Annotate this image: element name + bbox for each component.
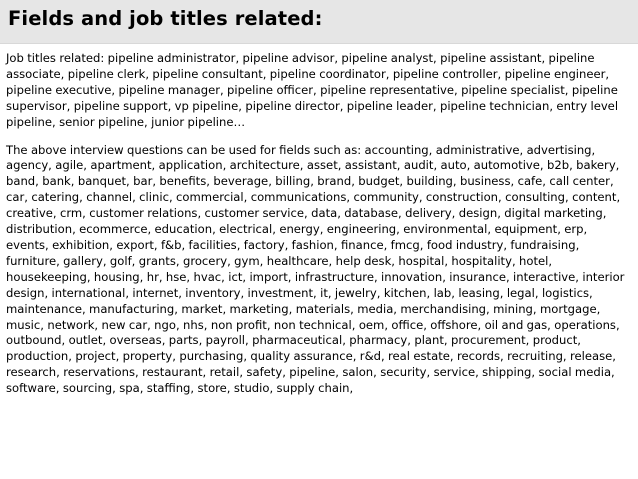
title-bar xyxy=(0,0,638,44)
slide-body xyxy=(6,51,632,409)
fields-paragraph: The above interview questions can be used for fields such as: accounting, administrative, advertising, agency, agile, apartment, application, architecture, asset, assistant, audit, auto, automotive, b2b, bakery, band, bank, banquet, bar, benefits, beverage, billing, brand, budget, building, business, cafe, call center, car, catering, channel, clinic, commercial, communications, community, construction, consulting, content, creative, crm, customer relations, customer service, data, database, delivery, design, digital marketing, distribution, ecommerce, education, electrical, energy, engineering, environmental, equipment, erp, events, exhibition, export, f&b, facilities, factory, fashion, finance, fmcg, food industry, fundraising, furniture, gallery, golf, grants, grocery, gym, healthcare, help desk, hospital, hospitality, hotel, housekeeping, housing, hr, hse, hvac, ict, import, infrastructure, innovation, insurance, interactive, interior design, international, internet, inventory, investment, it, jewelry, kitchen, lab, leasing, legal, logistics, maintenance, manufacturing, market, marketing, materials, media, merchandising, mining, mortgage, music, network, new car, ngo, nhs, non profit, non technical, oem, office, offshore, oil and gas, operations, outbound, outlet, overseas, parts, payroll, pharmaceutical, pharmacy, plant, procurement, product, production, project, property, purchasing, quality assurance, r&d, real estate, records, recruiting, release, research, reservations, restaurant, retail, safety, pipeline, salon, security, service, shipping, social media, software, sourcing, spa, staffing, store, studio, supply chain, xyxy=(6,142,625,396)
slide-title: Fields and job titles related: xyxy=(8,7,323,30)
job-titles-paragraph: Job titles related: pipeline administrator, pipeline advisor, pipeline analyst, pipeline assistant, pipeline associate, pipeline clerk, pipeline consultant, pipeline coordinator, pipeline controller, pipeline engineer, pipeline executive, pipeline manager, pipeline officer, pipeline representative, pipeline specialist, pipeline supervisor, pipeline support, vp pipeline, pipeline director, pipeline leader, pipeline technician, entry level pipeline, senior pipeline, junior pipeline… xyxy=(6,51,619,129)
